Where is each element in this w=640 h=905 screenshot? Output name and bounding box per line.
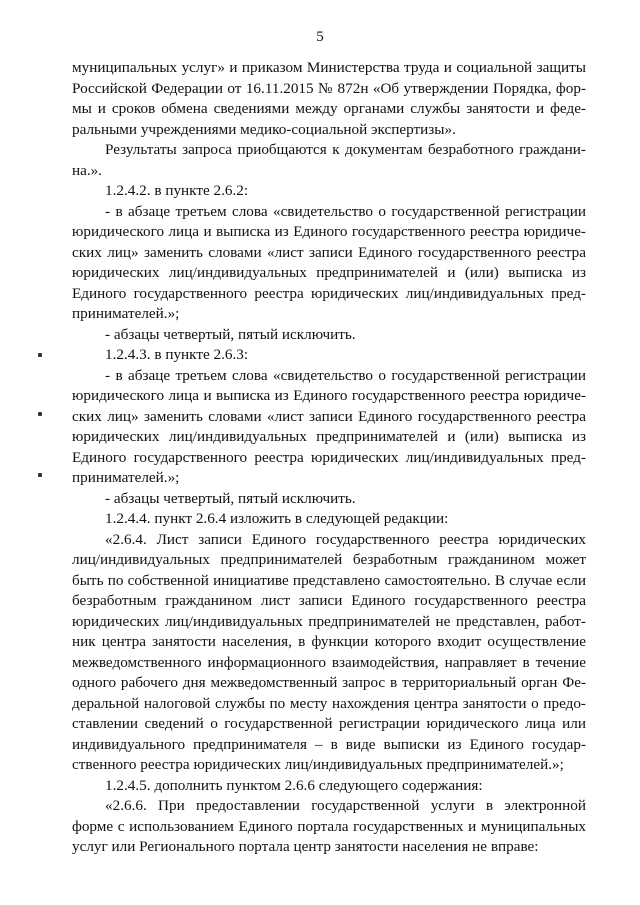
text-line: - в абзаце третьем слова «свидетельство о государственной регистрации <box>105 202 586 220</box>
text-line: 1.2.4.4. пункт 2.6.4 изложить в следующей редакции: <box>105 510 449 527</box>
text-line: юридических лиц/индивидуальных предпринимателей и (или) выписка из <box>72 428 586 445</box>
text-line: ственного реестра юридических лиц/индивидуальных предпринимателей.»; <box>72 756 564 773</box>
text-line: форме с использованием Единого портала государственных и муниципальных <box>72 817 586 835</box>
text-line: ставлении сведений о государственной регистрации юридического лица или <box>72 715 586 732</box>
margin-mark <box>38 353 42 357</box>
text-line: межведомственного информационного взаимодействия, направляет в течение <box>72 653 586 671</box>
text-line: - абзацы четвертый, пятый исключить. <box>105 325 356 343</box>
text-line: мы и сроков обмена сведениями между органами службы занятости и феде- <box>72 100 586 117</box>
text-line: юридических лиц/индивидуальных предпринимателей и (или) выписка из <box>72 264 586 281</box>
text-line: 1.2.4.2. в пункте 2.6.2: <box>105 182 249 199</box>
document-body <box>72 58 586 858</box>
text-line: принимателей.»; <box>72 305 180 322</box>
text-line: 1.2.4.3. в пункте 2.6.3: <box>105 346 249 363</box>
text-line: «2.6.6. При предоставлении государственной услуги в электронной <box>105 797 586 814</box>
text-line: юридических лиц/индивидуальных предпринимателей не представлен, работ- <box>72 612 586 630</box>
text-line: - в абзаце третьем слова «свидетельство о государственной регистрации <box>105 366 586 384</box>
text-line: юридического лица и выписка из Единого государственного реестра юридиче- <box>72 223 586 240</box>
text-line: ник центра занятости населения, в функции которого входит осуществление <box>72 633 586 650</box>
text-line: услуг или Регионального портала центр занятости населения не вправе: <box>72 838 539 855</box>
page-number: 5 <box>316 29 324 45</box>
text-line: ских лиц» заменить словами «лист записи Единого государственного реестра <box>72 243 586 261</box>
text-line: «2.6.4. Лист записи Единого государственного реестра юридических <box>105 530 586 548</box>
text-line: безработным гражданином лист записи Единого государственного реестра <box>72 592 586 609</box>
margin-mark <box>38 412 42 416</box>
text-line: одного рабочего дня межведомственный запрос в территориальный орган Фе- <box>72 674 586 691</box>
text-line: юридического лица и выписка из Единого государственного реестра юридиче- <box>72 387 586 404</box>
text-line: 1.2.4.5. дополнить пунктом 2.6.6 следующего содержания: <box>105 776 483 794</box>
text-line: - абзацы четвертый, пятый исключить. <box>105 489 356 507</box>
text-line: Российской Федерации от 16.11.2015 № 872н «Об утверждении Порядка, фор- <box>72 79 586 97</box>
text-line: индивидуального предпринимателя – в виде выписки из Единого государ- <box>72 735 586 753</box>
text-line: на.». <box>72 161 103 179</box>
text-line: муниципальных услуг» и приказом Министерства труда и социальной защиты <box>72 59 586 76</box>
text-line: Результаты запроса приобщаются к документам безработного граждани- <box>105 141 586 158</box>
text-line: лиц/индивидуальных предпринимателей безработным гражданином может <box>72 551 586 568</box>
text-line: Единого государственного реестра юридических лиц/индивидуальных пред- <box>72 284 586 302</box>
text-line: ских лиц» заменить словами «лист записи Единого государственного реестра <box>72 407 586 425</box>
text-line: ральными учреждениями медико-социальной экспертизы». <box>72 120 456 138</box>
text-line: быть по собственной инициативе представлено самостоятельно. В случае если <box>72 571 586 589</box>
margin-mark <box>38 473 42 477</box>
text-line: деральной налоговой службы по месту нахождения центра занятости о предо- <box>72 694 586 712</box>
text-line: принимателей.»; <box>72 469 180 486</box>
text-line: Единого государственного реестра юридических лиц/индивидуальных пред- <box>72 448 586 466</box>
